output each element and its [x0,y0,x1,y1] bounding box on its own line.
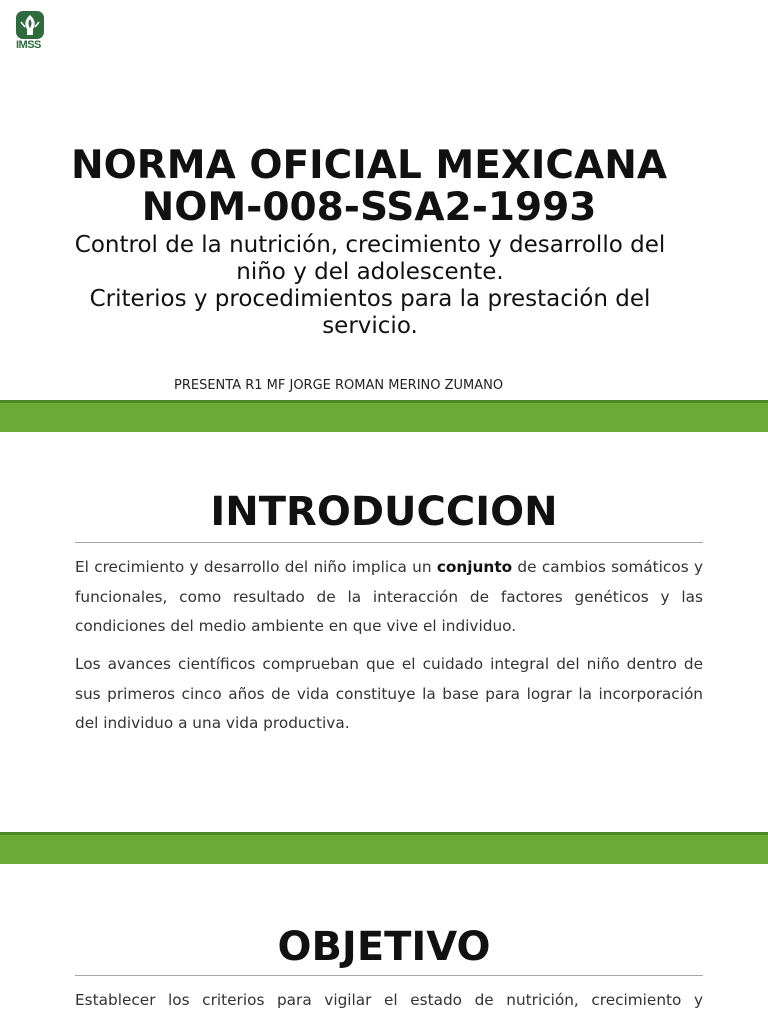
intro-paragraph-2: Los avances científicos comprueban que el cuidado integral del niño dentro de sus primeros cinco años de vida constituye la base para lograr la incorporación del individuo a una vida productiva. [75,655,703,732]
imss-logo [15,10,48,54]
heading-rule [75,542,703,543]
bold-term: conjunto [436,558,513,576]
objective-slide [0,864,768,1024]
subtitle-line-2: Criterios y procedimientos para la prestación del servicio. [89,286,651,339]
imss-emblem-icon [15,10,45,40]
logo-text: IMSS [16,39,41,51]
title-line-2: NOM-008-SSA2-1993 [141,185,597,230]
intro-paragraph-1: El crecimiento y desarrollo del niño implica un conjunto de cambios somáticos y funcionales, como resultado de la interacción de factores genéticos y las condiciones del medio ambiente en que vive el individuo. [75,558,703,635]
green-divider-band [0,400,768,432]
intro-slide [0,432,768,832]
green-divider-band [0,832,768,864]
heading-rule [75,975,703,976]
intro-heading: INTRODUCCION [210,489,558,535]
title-line-1: NORMA OFICIAL MEXICANA [70,143,668,188]
subtitle-line-1: Control de la nutrición, crecimiento y desarrollo del niño y del adolescente. [74,232,666,285]
presenter-text: PRESENTA R1 MF JORGE ROMAN MERINO ZUMANO [174,378,504,393]
objective-heading: OBJETIVO [277,924,491,970]
title-slide [0,0,768,400]
objective-paragraph: Establecer los criterios para vigilar el estado de nutrición, crecimiento y [75,991,703,1009]
